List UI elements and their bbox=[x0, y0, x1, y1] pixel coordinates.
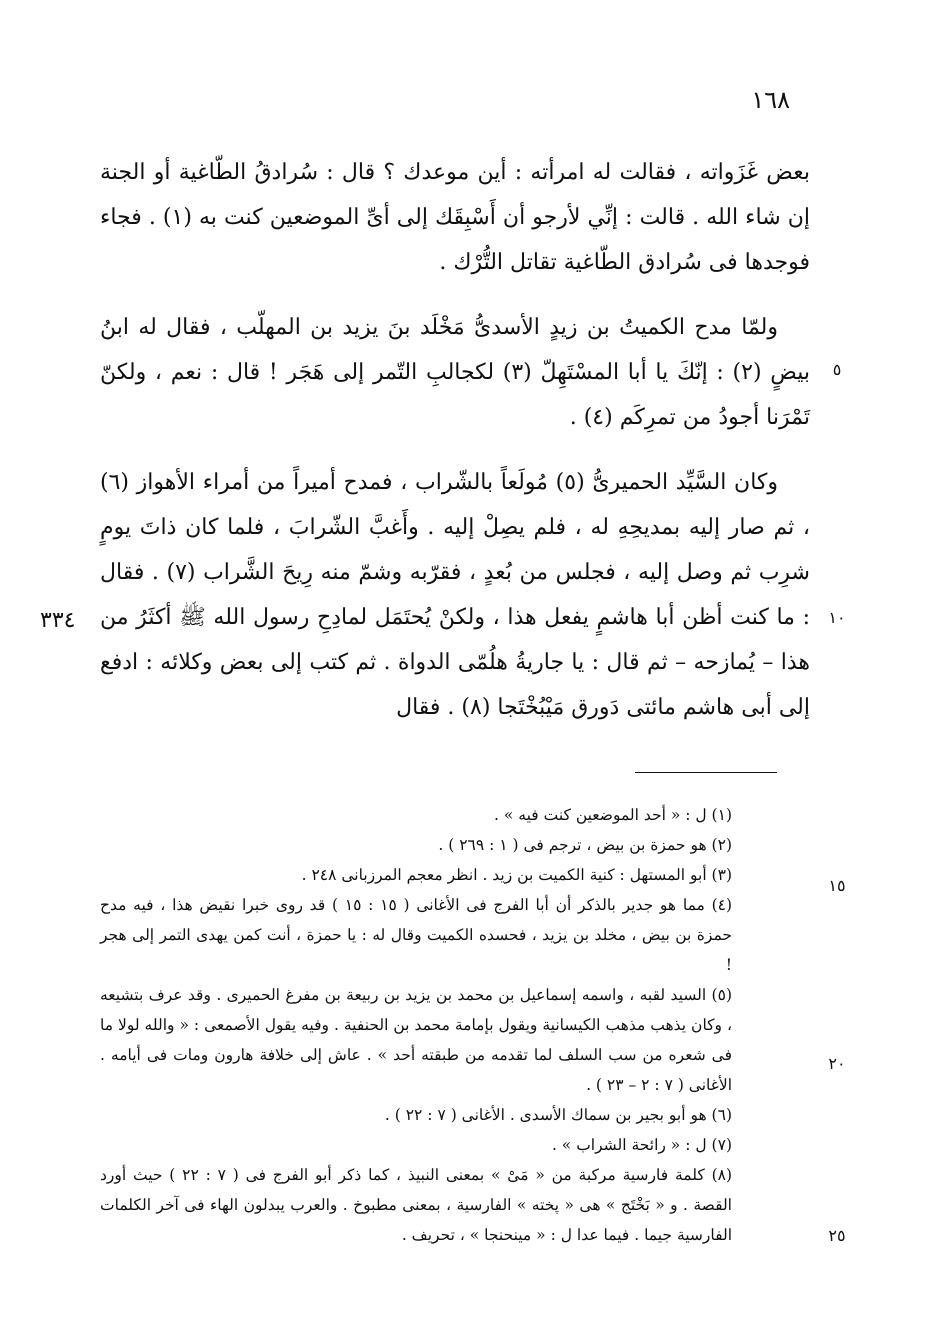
footnote: (٣) أبو المستهل : كنية الكميت بن زيد . انظر معجم المرزبانى ٢٤٨ . bbox=[301, 866, 732, 884]
footnote: (٦) هو أبو بجير بن سماك الأسدى . الأغانى ( ٧ : ٢٢ ) . bbox=[384, 1106, 732, 1124]
footnotes bbox=[100, 800, 732, 1250]
footnote: (٢) هو حمزة بن بيض ، ترجم فى ( ١ : ٢٦٩ ) . bbox=[438, 836, 732, 854]
footnote: (٨) كلمة فارسية مركبة من « مَىْ » بمعنى النبيذ ، كما ذكر أبو الفرج فى ( ٧ : ٢٢ ) حيث أورد القصة . و « بَخْتَج » هى « پخته » الفارسية ، بمعنى مطبوخ . والعرب يبدلون الهاء فى آخر الكلمات الفارسية جيما . فيما عدا ل : « مينحنجا » ، تحريف . bbox=[100, 1166, 733, 1244]
line-marker: ١٥ bbox=[828, 876, 846, 895]
line-marker: ٢٥ bbox=[828, 1226, 846, 1245]
main-text bbox=[100, 150, 810, 750]
page-number: ١٦٨ bbox=[751, 86, 790, 114]
footnote: (١) ل : « أحد الموضعين كنت فيه » . bbox=[494, 806, 732, 824]
source-page-number: ٣٣٤ bbox=[40, 608, 76, 633]
footnote: (٧) ل : « رائحة الشراب » . bbox=[551, 1136, 732, 1154]
paragraph: وكان السَّيِّد الحميرىُّ (٥) مُولَعاً بالشّراب ، فمدح أميراً من أمراء الأهواز (٦) ، ثم صار إليه بمديحِهِ له ، فلم يصِلْ إليه . وأَغبَّ الشّرابَ ، فلما كان ذاتَ يومٍ شرِب ثم وصل إليه ، فجلس من بُعدٍ ، فقرّبه وشمّ منه رِيحَ الشَّراب (٧) . فقال : ما كنت أظن أبا هاشمٍ يفعل هذا ، ولكنْ يُحتَمَل لمادِحِ رسول الله ﷺ أكثَرُ من هذا – يُمازحه – ثم قال : يا جاريةُ هلُمّى الدواة . ثم كتب إلى بعض وكلائه : ادفع إلى أبى هاشم مائتى دَورق مَيْبُخْتَجا (٨) . فقال bbox=[100, 470, 810, 720]
footnote: (٥) السيد لقبه ، واسمه إسماعيل بن محمد بن يزيد بن ربيعة بن مفرغ الحميرى . وقد عرف بتشيعه ، وكان يذهب مذهب الكيسانية ويقول بإمامة محمد بن الحنفية . وفيه يقول الأصمعى : « والله لولا ما فى شعره من سب السلف لما تقدمه من طبقته أحد » . عاش إلى خلافة هارون ومات فى أيامه . الأغانى ( ٧ : ٢ – ٢٣ ) . bbox=[100, 986, 732, 1094]
line-marker: ٥ bbox=[832, 360, 842, 379]
paragraph: ولمّا مدح الكميتُ بن زيدٍ الأسدىُّ مَخْلَد بنَ يزيد بن المهلّب ، فقال له ابنُ بيضٍ (٢) : إنّكَ يا أبا المسْتَهِلّ (٣) لكجالبِ التّمر إلى هَجَر ! قال : نعم ، ولكنّ تَمْرَنا أجودُ من تمرِكَم (٤) . bbox=[100, 315, 810, 430]
footnote: (٤) مما هو جدير بالذكر أن أبا الفرج فى الأغانى ( ١٥ : ١٥ ) قد روى خبرا نقيض هذا ، فيه مدح حمزة بن بيض ، مخلد بن يزيد ، فحسده الكميت وقال له : يا حمزة ، أنت كمن يهدى التمر إلى هجر ! bbox=[100, 896, 733, 974]
paragraph: بعض غَزَواته ، فقالت له امرأته : أين موعدك ؟ قال : سُرادقُ الطّاغية أو الجنة إن شاء الله . قالت : إنِّي لأرجو أن أَسْبِقَك إلى أىِّ الموضعين كنت به (١) . فجاء فوجدها فى سُرادق الطّاغية تقاتل التُّرْك . bbox=[100, 160, 810, 275]
line-marker: ٢٠ bbox=[828, 1054, 846, 1073]
footnote-separator bbox=[635, 772, 777, 773]
line-marker: ١٠ bbox=[828, 608, 846, 627]
